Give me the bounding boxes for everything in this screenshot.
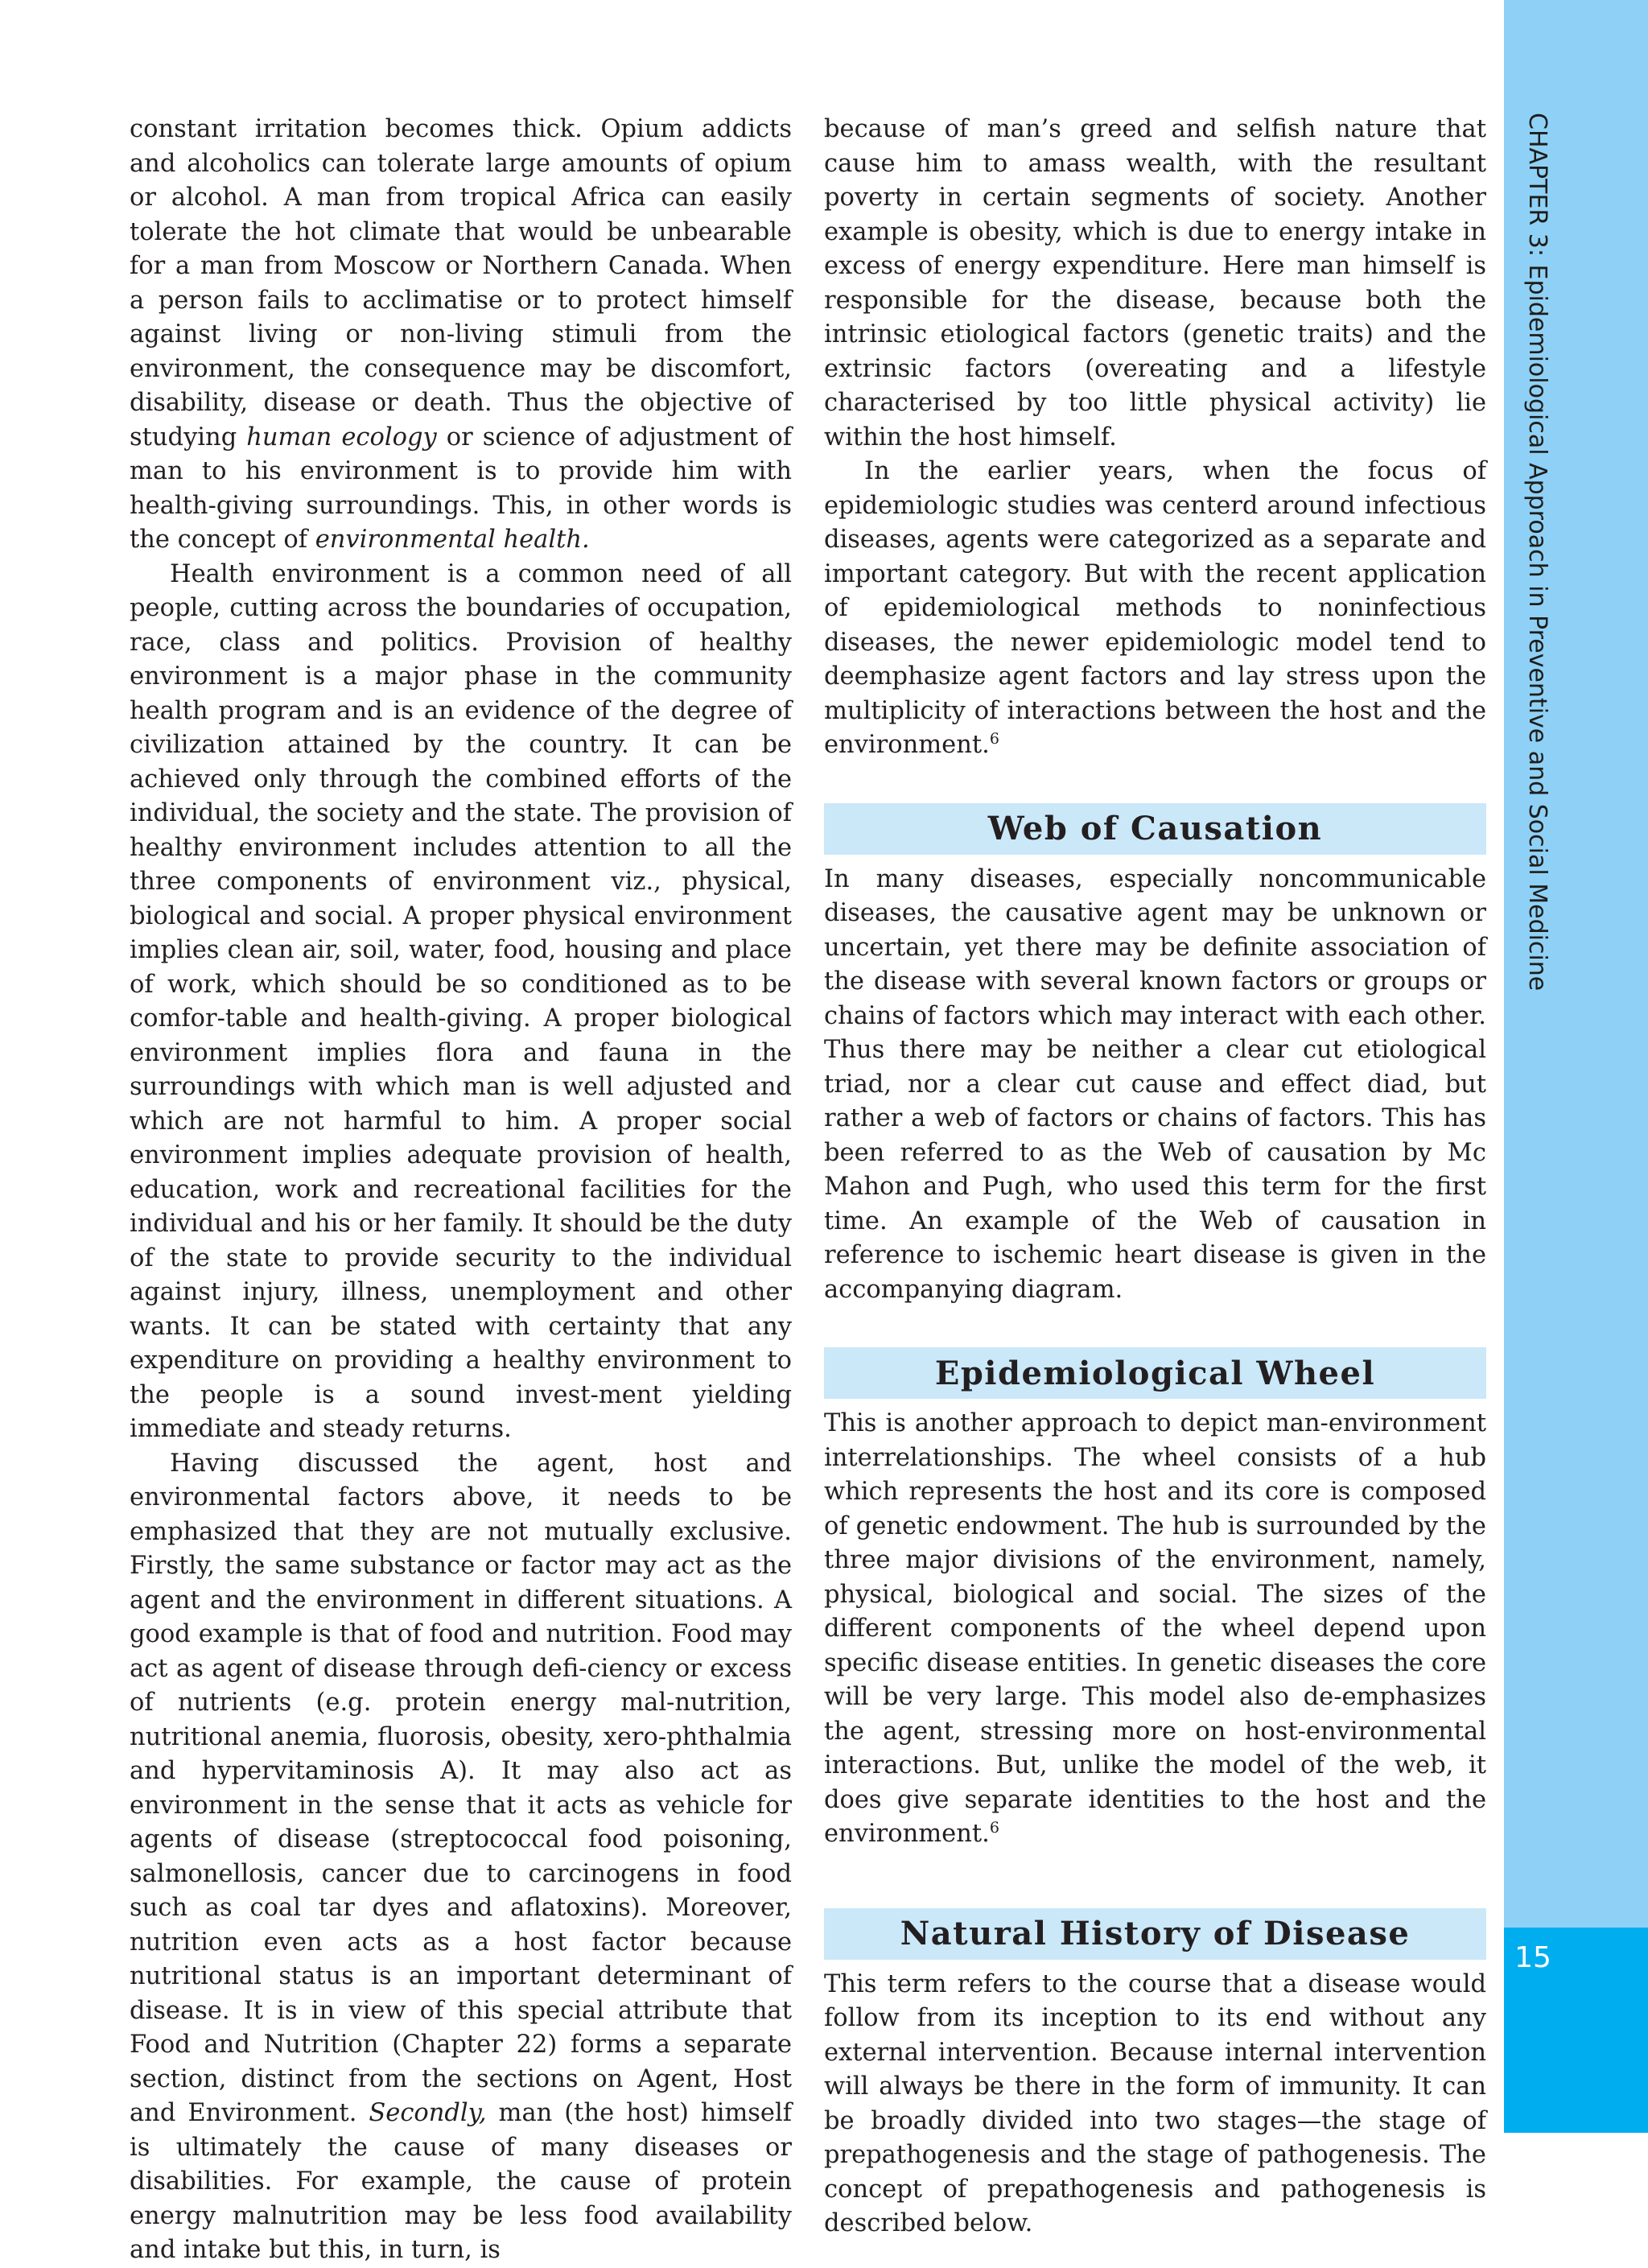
heading-natural-history-of-disease: Natural History of Disease: [824, 1908, 1486, 1960]
page-number: 15: [1514, 1941, 1551, 1974]
paragraph-greed-obesity: because of man’s greed and selfish nature that cause him to amass wealth, with the resultant poverty in certain segments of society. Another example is obesity, which is due to energy intake in excess of energy expenditure. Here man himself is responsible for the disease, because both the intrinsic etiological factors (genetic traits) and the extrinsic factors (overeating and a lifestyle characterised by too little physical activity) lie within the host himself.: [824, 115, 1486, 452]
paragraph-web-of-causation: In many diseases, especially noncommunicable diseases, the causative agent may be unknown or uncertain, yet there may be definite association of the disease with several known factors or groups or chains of factors which may interact with each other. Thus there may be neither a clear cut etiological triad, nor a clear cut cause and effect diad, but rather a web of factors or chains of factors. This has been referred to as the Web of causation by Mc Mahon and Pugh, who used this term for the first time. An example of the Web of causation in reference to ischemic heart disease is given in the accompanying diagram.: [824, 864, 1486, 1304]
chapter-title: CHAPTER 3: Epidemiological Approach in Preventive and Social Medicine: [1523, 113, 1551, 992]
paragraph-health-environment: Health environment is a common need of all people, cutting across the boundaries of occupation, race, class and politics. Provision of healthy environment is a major phase in the community health program and is an evidence of the degree of civilization attained by the country. It can be achieved only through the combined efforts of the individual, the society and the state. The provision of healthy environment includes attention to all the three components of environment viz., physical, biological and social. A proper physical environment implies clean air, soil, water, food, housing and place of work, which should be so conditioned as to be comfor-table and health-giving. A proper biological environment implies flora and fauna in the surroundings with which man is well adjusted and which are not harmful to him. A proper social environment implies adequate provision of health, education, work and recreational facilities for the individual and his or her family. It should be the duty of the state to provide security to the individual against injury, illness, unemployment and other wants. It can be stated with certainty that any expenditure on providing a healthy environment to the people is a sound invest-ment yielding immediate and steady returns.: [130, 559, 792, 1443]
heading-epidemiological-wheel: Epidemiological Wheel: [824, 1347, 1486, 1399]
reference-superscript: 6: [989, 729, 999, 748]
emphasis-human-ecology: human ecology: [246, 423, 437, 452]
paragraph-natural-history: This term refers to the course that a disease would follow from its inception to its end without any external intervention. Because internal intervention will always be there in the form of immunity. It can be broadly divided into two stages—the stage of prepathogenesis and the stage of pathogenesis. The concept of prepathogenesis and pathogenesis is described below.: [824, 1969, 1486, 2237]
paragraph-environmental-health: constant irritation becomes thick. Opium addicts and alcoholics can tolerate large amounts of opium or alcohol. A man from tropical Africa can easily tolerate the hot climate that would be unbearable for a man from Moscow or Northern Canada. When a person fails to acclimatise or to protect himself against living or non-living stimuli from the environment, the consequence may be discomfort, disability, disease or death. Thus the objective of studying human ecology or science of adjustment of man to his environment is to provide him with health-giving surroundings. This, in other words is the concept of environmental health.: [130, 115, 792, 554]
heading-web-of-causation: Web of Causation: [824, 803, 1486, 855]
emphasis-environmental-health: environmental health.: [315, 526, 590, 554]
paragraph-earlier-years: In the earlier years, when the focus of epidemiologic studies was centerd around infectious diseases, agents were categorized as a separate and important category. But with the recent application of epidemiological methods to noninfectious diseases, the newer epidemiologic model tend to deemphasize agent factors and lay stress upon the multiplicity of interactions between the host and the environment.$^6$: [824, 457, 1486, 759]
paragraph-not-mutually-exclusive: Having discussed the agent, host and environmental factors above, it needs to be emphasized that they are not mutually exclusive. Firstly, the same substance or factor may act as the agent and the environment in different situations. A good example is that of food and nutrition. Food may act as agent of disease through defi-ciency or excess of nutrients (e.g. protein energy mal-nutrition, nutritional anemia, fluorosis, obesity, xero-phthalmia and hypervitaminosis A). It may also act as environment in the sense that it acts as vehicle for agents of disease (streptococcal food poisoning, salmonellosis, cancer due to carcinogens in food such as coal tar dyes and aflatoxins). Moreover, nutrition even acts as a host factor because nutritional status is an important determinant of disease. It is in view of this special attribute that Food and Nutrition (Chapter 22) forms a separate section, distinct from the sections on Agent, Host and Environment. Secondly, man (the host) himself is ultimately the cause of many diseases or disabilities. For example, the cause of protein energy malnutrition may be less food availability and intake but this, in turn, is: [130, 1449, 792, 2264]
paragraph-epidemiological-wheel: This is another approach to depict man-environment interrelationships. The wheel consists of a hub which represents the host and its core is composed of genetic endowment. The hub is surrounded by the three major divisions of the environment, namely, physical, biological and social. The sizes of the different components of the wheel depend upon specific disease entities. In genetic diseases the core will be very large. This model also de-emphasizes the agent, stressing more on host-environmental interactions. But, unlike the model of the web, it does give separate identities to the host and the environment.$^6$: [824, 1409, 1486, 1848]
right-column: [824, 113, 1486, 2241]
left-column: [130, 113, 792, 2268]
emphasis-secondly: Secondly,: [369, 2099, 487, 2127]
reference-superscript: 6: [989, 1818, 999, 1837]
